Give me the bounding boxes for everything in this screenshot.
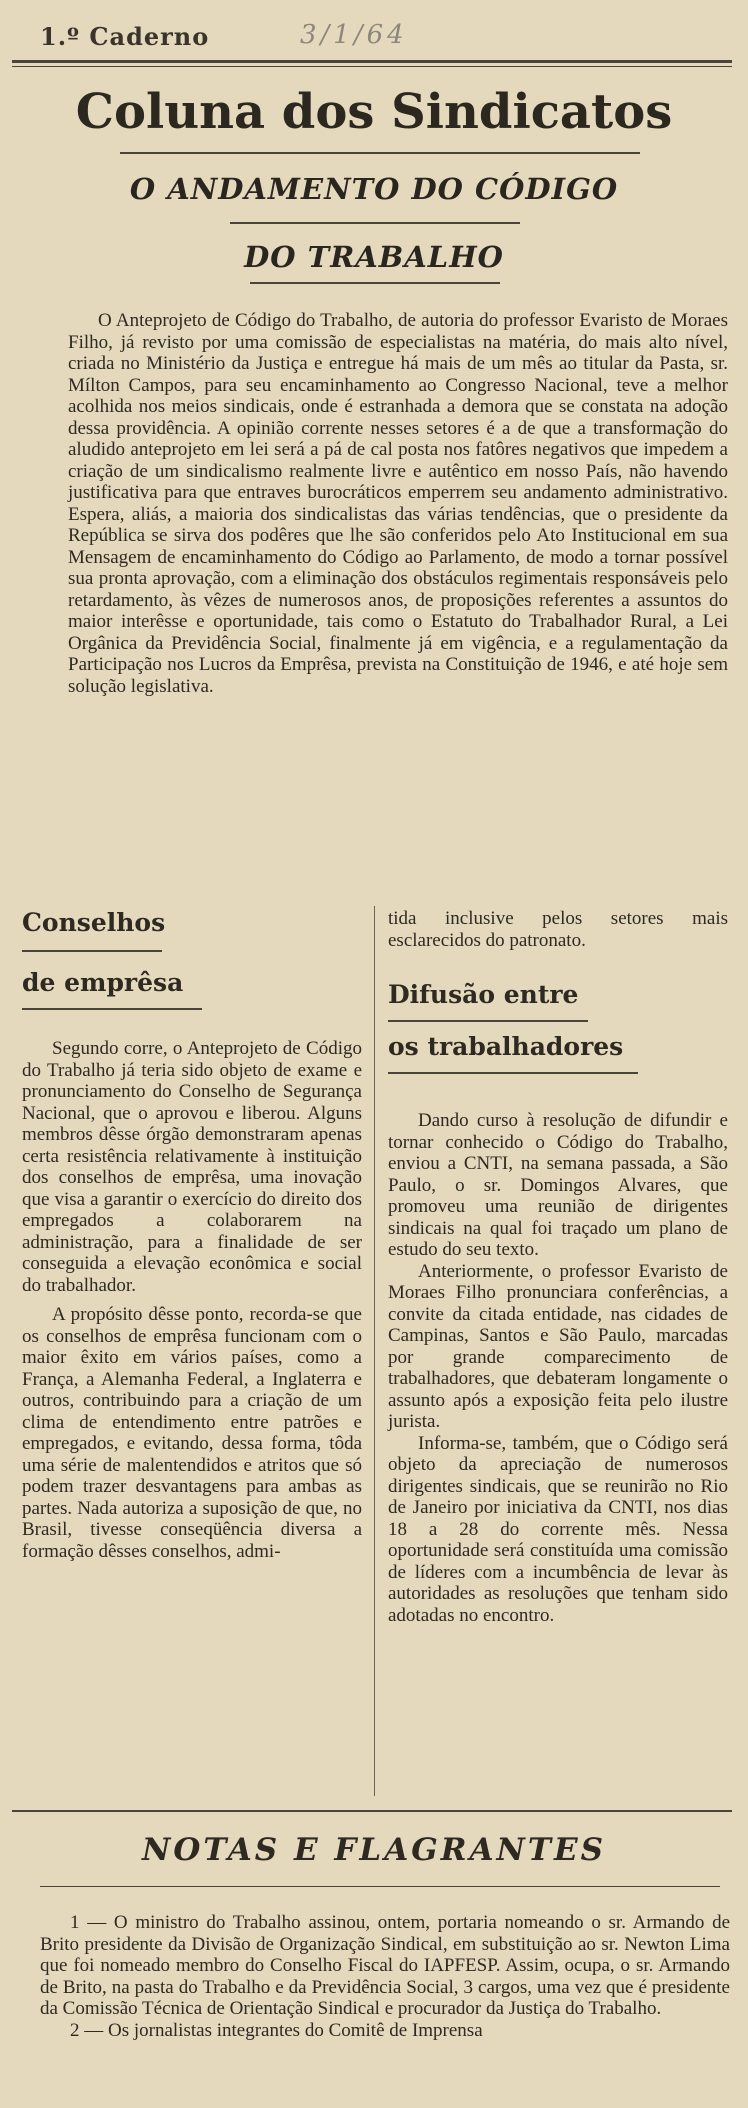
lead-text: O Anteprojeto de Código do Trabalho, de autoria do professor Evaristo de Moraes Filho, já revisto por uma comissão de especialistas na matéria, do mais alto nível, criada no Ministério da Justiça e entregue há mais de um mês ao titular da Pasta, sr. Mílton Campos, para seu encaminhamento ao Congresso Nacional, teve a melhor acolhida nos meios sindicais, onde é estranhada a demora que se constata na adoção dessa providência. A opinião corrente nesses setores é a de que a transformação do aludido anteprojeto em lei será a pá de cal posta nos fatôres negativos que impedem a criação de um sindicalismo realmente livre e autêntico em nosso País, não havendo justificativa para que entraves burocráticos emperrem seu andamento administrativo. Espera, aliás, a maioria dos sindicalistas das várias tendências, que o presidente da República se sirva dos podêres que lhe são conferidos pelo Ato Institucional em sua Mensagem de encaminhamento do Código ao Parlamento, de modo a tornar possível sua pronta aprovação, com a eliminação dos obstáculos regimentais responsáveis pelo retardamento, às vêzes de numerosos anos, de proposições referentes a assuntos do maior interêsse e oportunidade, tais como o Estatuto do Trabalhador Rural, a Lei Orgânica da Previdência Social, finalmente já em vigência, e a regulamentação da Participação nos Lucros da Emprêsa, prevista na Constituição de 1946, e até hoje sem solução legislativa.: [68, 310, 728, 697]
masthead-title: Coluna dos Sindicatos: [75, 84, 673, 140]
notes-rule: [40, 1886, 720, 1887]
conselhos-paragraph-1: Segundo corre, o Anteprojeto de Código do Trabalho já teria sido objeto de exame e pronunciamento do Conselho de Segurança Nacional, que o aprovou e liberou. Alguns membros dêsse órgão demonstraram apenas certa resistência relativamente à instituição dos conselhos de emprêsa, uma inovação que visa a garantir o exercício do direito dos empregados a colaborarem na administração, para a finalidade de ser conseguida a elevação econômica e social do trabalhador.: [22, 1038, 362, 1296]
difusao-body: [388, 1110, 728, 1626]
conselhos-body: [22, 1038, 362, 1562]
handwritten-date: 3/1/64: [300, 20, 408, 50]
notes-top-rule: [12, 1810, 732, 1812]
notes-item-2: 2 — Os jornalistas integrantes do Comitê de Imprensa: [70, 2019, 483, 2041]
top-rule: [12, 60, 732, 63]
section-label: 1.º Caderno: [40, 22, 210, 51]
notes-body: [40, 1912, 730, 2041]
headline-line2: DO TRABALHO: [244, 240, 504, 274]
masthead-rule: [120, 152, 640, 154]
difusao-paragraph-2: Anteriormente, o professor Evaristo de Moraes Filho pronunciara conferências, a convite da citada entidade, nas cidades de Campinas, Santos e São Paulo, marcadas por grande comparecimento de trabalhadores, que debateram longamente o assunto após a exposição feita pelo ilustre jurista.: [388, 1260, 728, 1432]
notes-title: NOTAS E FLAGRANTES: [142, 1832, 606, 1868]
top-rule-thin: [12, 66, 732, 67]
conselhos-paragraph-2: A propósito dêsse ponto, recorda-se que os conselhos de emprêsa funcionam com o maior êxito em vários países, como a França, a Alemanha Federal, a Inglaterra e outros, contribuindo para a criação de um clima de entendimento entre patrões e empregados, e evitando, dessa forma, tôda uma série de malentendidos e atritos que só podem trazer desvantagens para ambas as partes. Nada autoriza a suposição de que, no Brasil, tivesse conseqüência diversa a formação dêsses conselhos, admi-: [22, 1304, 362, 1562]
column-divider: [374, 906, 375, 1796]
conselhos-rule-2: [22, 1008, 202, 1010]
headline-rule-1: [230, 222, 520, 224]
difusao-paragraph-3: Informa-se, também, que o Código será objeto da apreciação de numerosos dirigentes sindicais, que se reunirão no Rio de Janeiro por iniciativa da CNTI, nos dias 18 a 28 do corrente mês. Nessa oportunidade será constituída uma comissão de líderes com a incumbência de levar às autoridades as resoluções que tenham sido adotadas no encontro.: [388, 1432, 728, 1626]
headline-line1: O ANDAMENTO DO CÓDIGO: [129, 172, 619, 206]
continuation-text: tida inclusive pelos setores mais esclarecidos do patronato.: [388, 908, 728, 951]
difusao-title-line2: os trabalhadores: [388, 1032, 624, 1061]
notes-item-1: 1 — O ministro do Trabalho assinou, ontem, portaria nomeando o sr. Armando de Brito presidente da Divisão de Organização Sindical, em substituição ao sr. Newton Lima que foi nomeado membro do Conselho Fiscal do IAPFESP. Assim, ocupa, o sr. Armando de Brito, na pasta do Trabalho e da Previdência Social, 3 cargos, uma vez que é presidente da Comissão Técnica de Orientação Sindical e procurador da Justiça do Trabalho.: [40, 1912, 730, 2019]
conselhos-title-line1: Conselhos: [22, 908, 166, 937]
difusao-rule-1: [388, 1020, 588, 1022]
conselhos-continuation: [388, 908, 728, 951]
lead-paragraph: [68, 310, 728, 697]
difusao-title-line1: Difusão entre: [388, 980, 579, 1009]
difusao-paragraph-1: Dando curso à resolução de difundir e tornar conhecido o Código do Trabalho, enviou a CNTI, na semana passada, a São Paulo, o sr. Domingos Alvares, que promoveu uma reunião de dirigentes sindicais na qual foi traçado um plano de estudo do seu texto.: [388, 1110, 728, 1260]
headline-rule-2: [250, 282, 500, 284]
conselhos-title-line2: de emprêsa: [22, 968, 184, 997]
difusao-rule-2: [388, 1072, 638, 1074]
conselhos-rule-1: [22, 950, 162, 952]
